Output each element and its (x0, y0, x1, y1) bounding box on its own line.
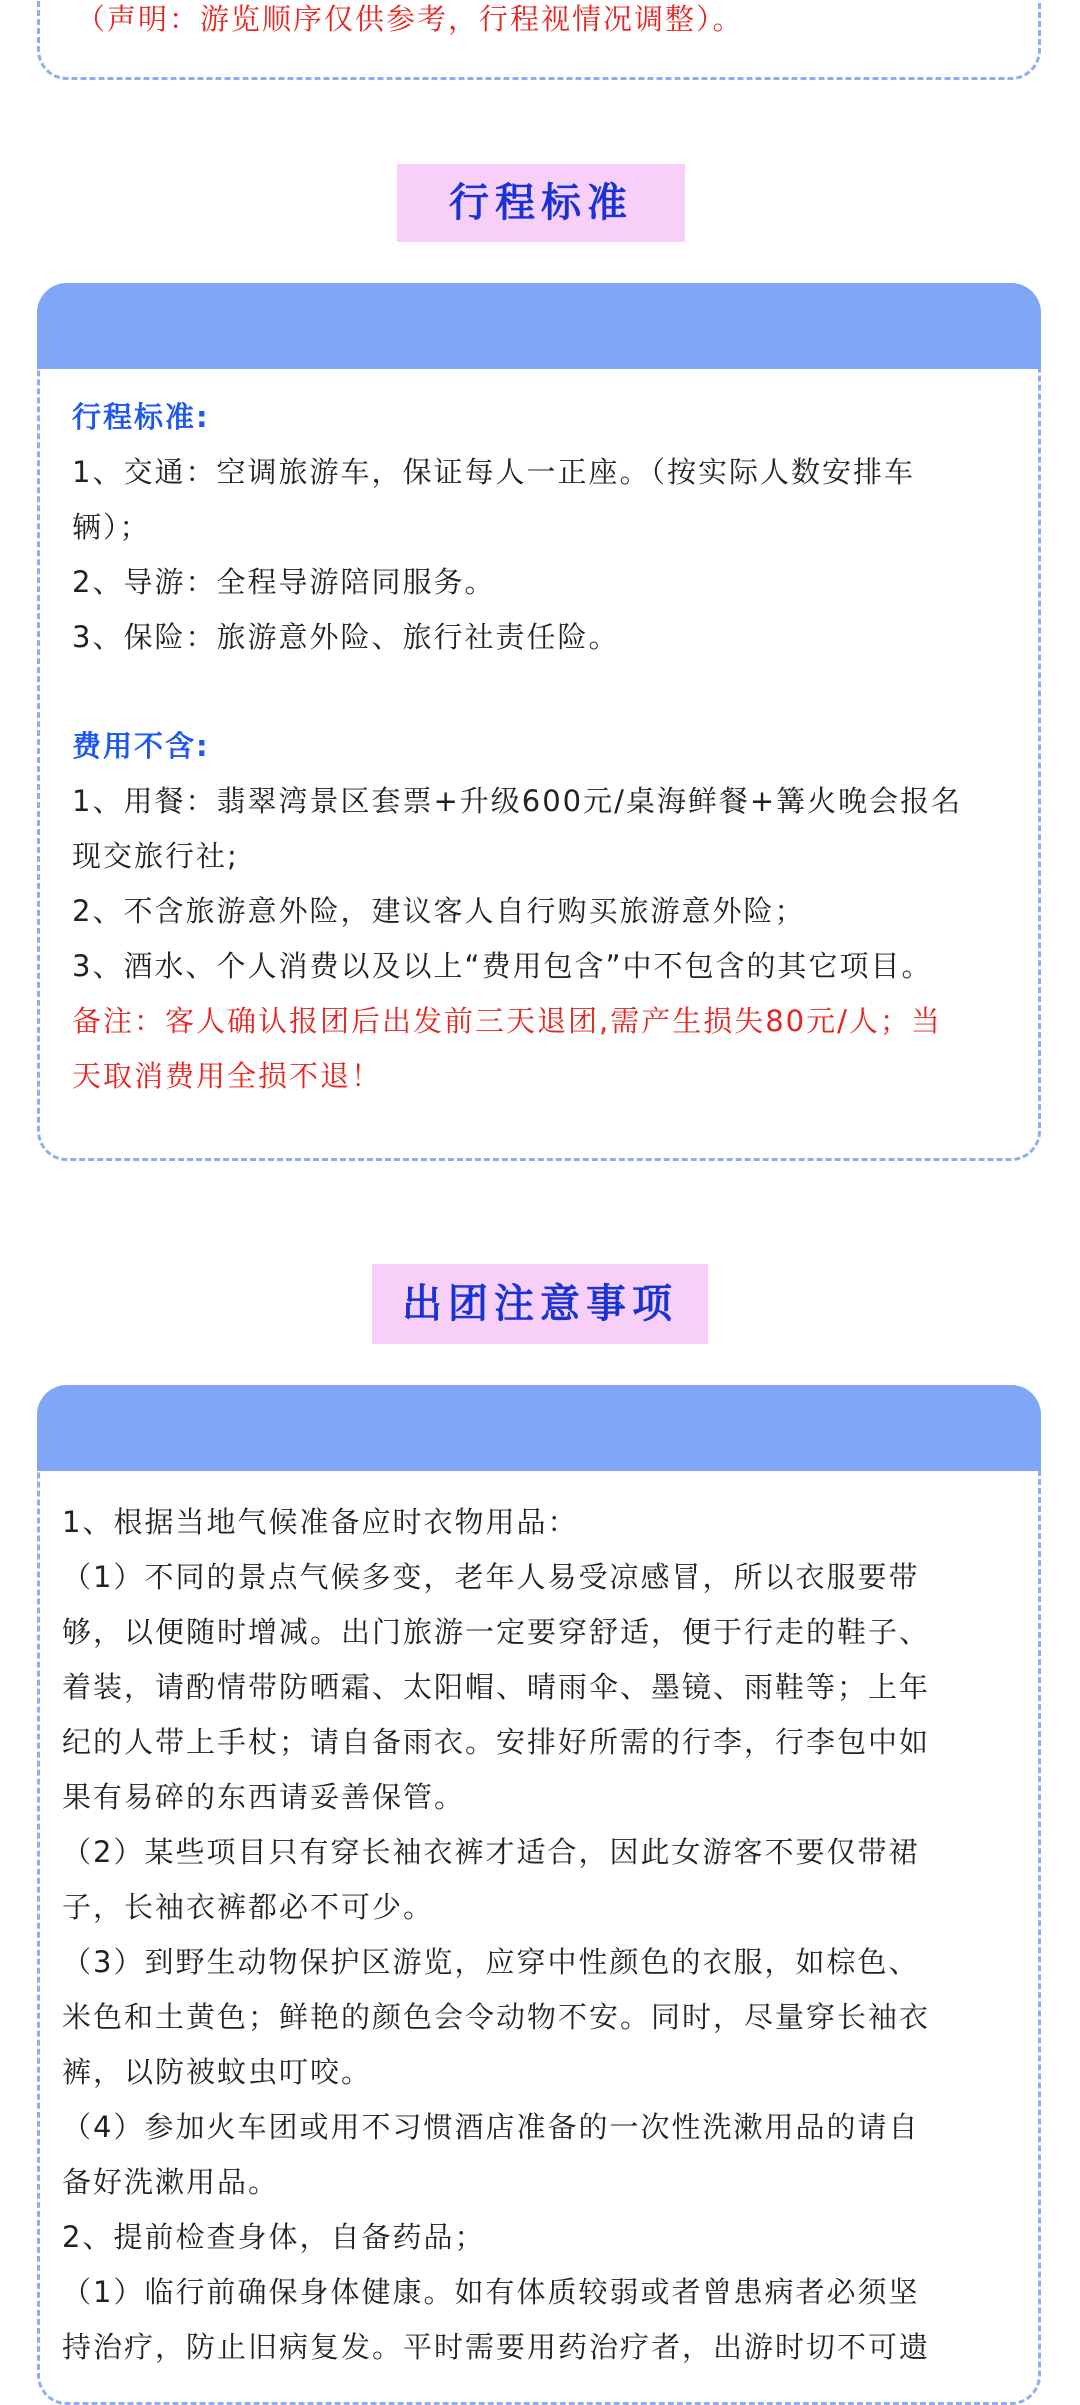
travel-notices-card (37, 1385, 1041, 2405)
notice-line: 2、提前检查身体，自备药品； (62, 2220, 486, 2254)
standard-line: 2、导游：全程导游陪同服务。 (72, 565, 496, 599)
section-title-travel-notices: 出团注意事项 (372, 1264, 708, 1344)
section-title-itinerary-standard: 行程标准 (397, 164, 685, 242)
notice-line: （2）某些项目只有穿长袖衣裤才适合，因此女游客不要仅带裙 (62, 1835, 920, 1869)
remark-line: 天取消费用全损不退！ (72, 1059, 383, 1093)
notice-line: 着装，请酌情带防晒霜、太阳帽、晴雨伞、墨镜、雨鞋等；上年 (62, 1670, 931, 1704)
notice-line: 子，长袖衣裤都必不可少。 (62, 1890, 435, 1924)
notice-line: （1）不同的景点气候多变，老年人易受凉感冒，所以衣服要带 (62, 1560, 920, 1594)
card-header-bar (37, 283, 1041, 369)
exclusion-line: 2、不含旅游意外险，建议客人自行购买旅游意外险； (72, 894, 806, 928)
exclusions-heading: 费用不含: (72, 729, 210, 763)
notice-line: 持治疗，防止旧病复发。平时需要用药治疗者，出游时切不可遗 (62, 2330, 931, 2364)
notice-line: （3）到野生动物保护区游览，应穿中性颜色的衣服，如棕色、 (62, 1945, 920, 1979)
exclusion-line: 现交旅行社; (72, 839, 239, 873)
declaration-text: （声明：游览顺序仅供参考，行程视情况调整）。 (76, 2, 744, 36)
notice-line: （4）参加火车团或用不习惯酒店准备的一次性洗漱用品的请自 (62, 2110, 920, 2144)
notice-line: （1）临行前确保身体健康。如有体质较弱或者曾患病者必须坚 (62, 2275, 920, 2309)
notice-line: 裤，以防被蚊虫叮咬。 (62, 2055, 373, 2089)
card-header-bar (37, 1385, 1041, 1471)
itinerary-standard-card (37, 283, 1041, 1161)
declaration-card (37, 0, 1041, 80)
notice-line: 备好洗漱用品。 (62, 2165, 280, 2199)
exclusion-line: 1、用餐：翡翠湾景区套票+升级600元/桌海鲜餐+篝火晚会报名 (72, 784, 963, 818)
notice-line: 果有易碎的东西请妥善保管。 (62, 1780, 466, 1814)
standard-heading: 行程标准: (72, 400, 210, 434)
remark-line: 备注：客人确认报团后出发前三天退团,需产生损失80元/人；当 (72, 1004, 942, 1038)
notice-line: 够，以便随时增减。出门旅游一定要穿舒适，便于行走的鞋子、 (62, 1615, 931, 1649)
exclusion-line: 3、酒水、个人消费以及以上“费用包含”中不包含的其它项目。 (72, 949, 933, 983)
standard-line: 1、交通：空调旅游车，保证每人一正座。（按实际人数安排车 (72, 455, 915, 489)
notice-line: 米色和土黄色；鲜艳的颜色会令动物不安。同时，尽量穿长袖衣 (62, 2000, 931, 2034)
notice-line: 1、根据当地气候准备应时衣物用品： (62, 1505, 579, 1539)
standard-line: 3、保险：旅游意外险、旅行社责任险。 (72, 620, 620, 654)
standard-line: 辆）； (72, 510, 151, 544)
notice-line: 纪的人带上手杖；请自备雨衣。安排好所需的行李，行李包中如 (62, 1725, 931, 1759)
